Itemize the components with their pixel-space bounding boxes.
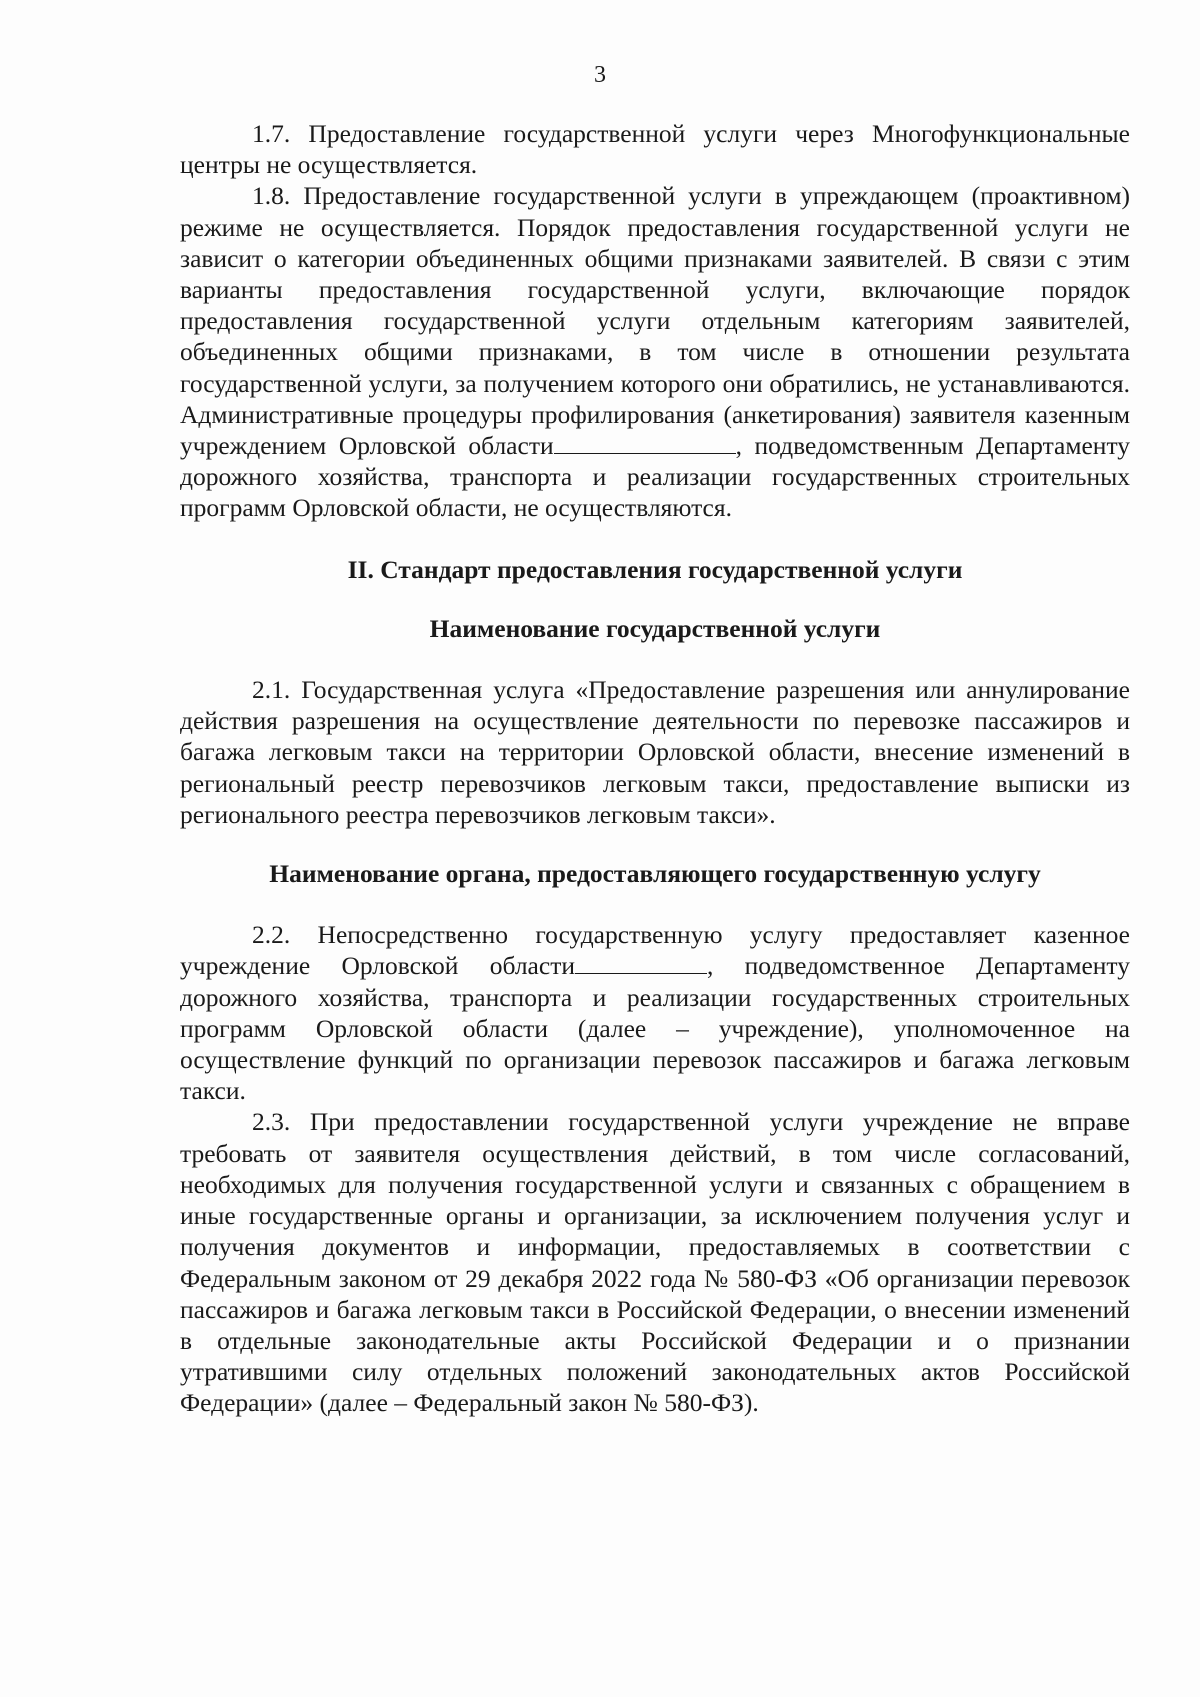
page-number: 3 — [594, 62, 606, 88]
document-body — [180, 118, 1130, 1419]
paragraph-1-7: 1.7. Предоставление государственной услуги через Многофункциональные центры не осуществляется. — [180, 119, 1130, 180]
paragraph-2-3: 2.3. При предоставлении государственной услуги учреждение не вправе требовать от заявителя осуществления действий, в том числе согласований, необходимых для получения государственной услуги и связанных с обращением в иные государственные органы и организации, за исключением получения услуг и получения документов и информации, предоставляемых в соответствии с Федеральным законом от 29 декабря 2022 года № 580-ФЗ «Об организации перевозок пассажиров и багажа легковым такси в Российской Федерации, о внесении изменений в отдельные законодательные акты Российской Федерации и о признании утратившими силу отдельных положений законодательных актов Российской Федерации» (далее – Федеральный закон № 580-ФЗ). — [180, 1107, 1130, 1418]
paragraph-1-8 — [180, 180, 1130, 523]
paragraph-2-2-text-a: 2.2. Непосредственно государственную услугу предоставляет казенное учреждение Орловской области — [180, 920, 1130, 981]
fill-in-blank-institution-name-2 — [575, 951, 707, 974]
paragraph-2-2-text-b: , подведомственное Департаменту дорожного хозяйства, транспорта и реализации государственных строительных программ Орловской области (далее – учреждение), уполномоченное на осуществление функций по организации перевозок пассажиров и багажа легковым такси. — [180, 951, 1130, 1106]
subheading-service-name: Наименование государственной услуги — [429, 613, 881, 643]
paragraph-2-1: 2.1. Государственная услуга «Предоставление разрешения или аннулирование действия разрешения на осуществление деятельности по перевозке пассажиров и багажа легковым такси на территории Орловской области, внесение изменений в региональный реестр перевозчиков легковым такси, предоставление выписки из регионального реестра перевозчиков легковым такси». — [180, 675, 1130, 829]
subheading-organ-name: Наименование органа, предоставляющего государственную услугу — [269, 859, 1041, 889]
fill-in-blank-institution-name — [554, 431, 736, 454]
paragraph-1-8-text-b: , подведомственным Департаменту дорожного хозяйства, транспорта и реализации государственных строительных программ Орловской области, не осуществляются. — [180, 431, 1130, 523]
paragraph-1-8-text-a: 1.8. Предоставление государственной услуги в упреждающем (проактивном) режиме не осуществляется. Порядок предоставления государственной услуги не зависит о категории объединенных общими признаками заявителей. В связи с этим варианты предоставления государственной услуги, включающие порядок предоставления государственной услуги отдельным категориям заявителей, объединенных общими признаками, в том числе в отношении результата государственной услуги, за получением которого они обратились, не устанавливаются. Административные процедуры профилирования (анкетирования) заявителя казенным учреждением Орловской области — [180, 181, 1130, 461]
paragraph-2-2 — [180, 919, 1130, 1106]
section-heading-ii: II. Стандарт предоставления государственной услуги — [347, 554, 963, 584]
